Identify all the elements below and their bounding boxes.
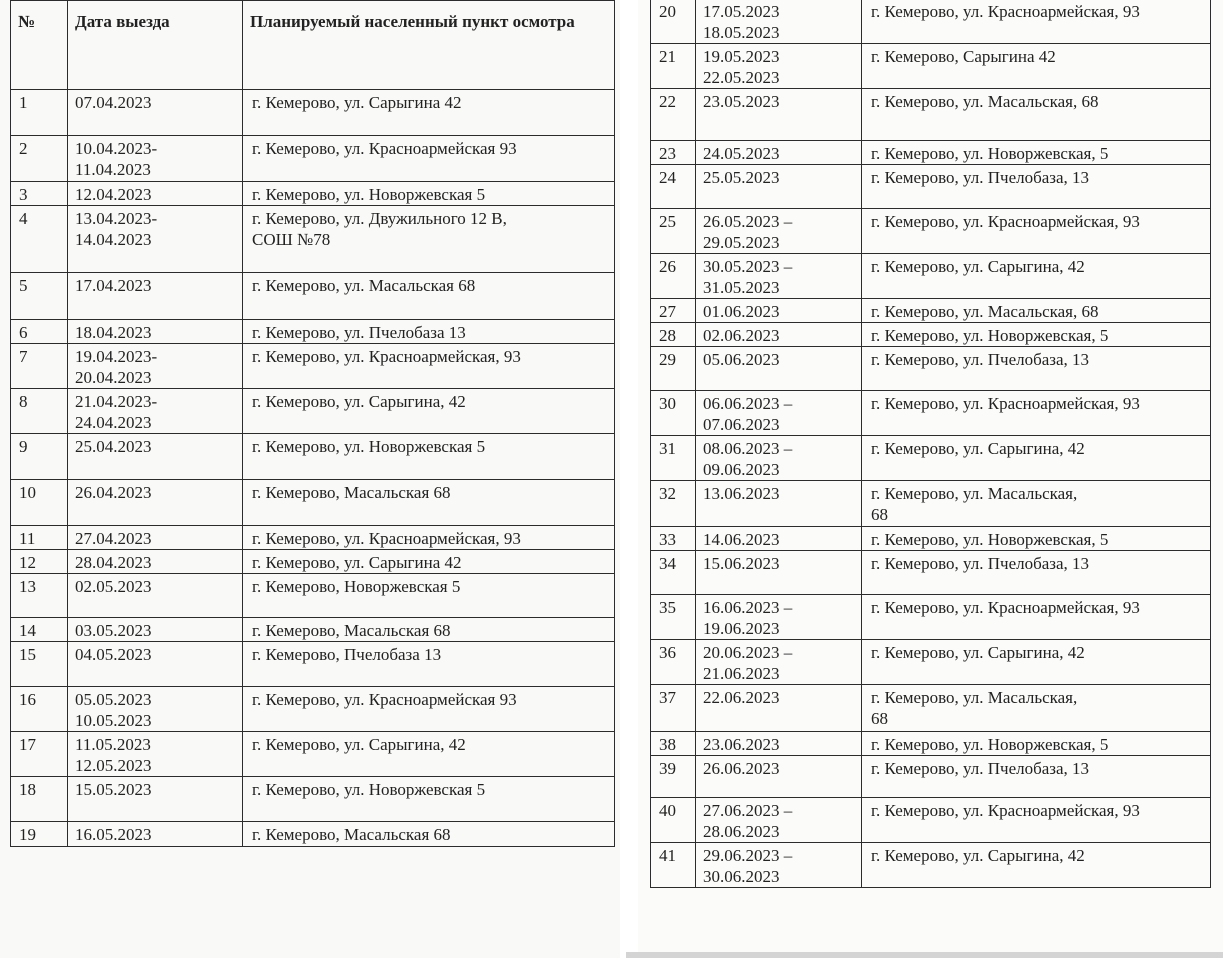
row-place-cell: г. Кемерово, ул. Масальская 68 xyxy=(243,273,615,320)
row-date-cell: 05.06.2023 xyxy=(696,347,862,391)
table-row xyxy=(651,595,1211,640)
table-row xyxy=(651,756,1211,798)
table-row xyxy=(651,436,1211,481)
row-date-cell: 22.06.2023 xyxy=(696,685,862,732)
row-number-cell: 14 xyxy=(11,618,68,642)
row-number-cell: 13 xyxy=(11,574,68,618)
row-date-cell: 04.05.2023 xyxy=(68,642,243,687)
row-place-cell: г. Кемерово, ул. Сарыгина, 42 xyxy=(862,436,1211,481)
table-row xyxy=(11,320,615,344)
row-number-cell: 8 xyxy=(11,389,68,434)
row-place-cell: г. Кемерово, ул. Красноармейская, 93 xyxy=(243,344,615,389)
row-date-cell: 10.04.2023- 11.04.2023 xyxy=(68,136,243,182)
row-date-cell: 24.05.2023 xyxy=(696,141,862,165)
row-place-cell: г. Кемерово, Масальская 68 xyxy=(243,480,615,526)
row-date-cell: 25.04.2023 xyxy=(68,434,243,480)
row-date-cell: 01.06.2023 xyxy=(696,299,862,323)
row-number-cell: 17 xyxy=(11,732,68,777)
row-place-cell: г. Кемерово, ул. Красноармейская, 93 xyxy=(862,595,1211,640)
row-number-cell: 28 xyxy=(651,323,696,347)
row-number-cell: 15 xyxy=(11,642,68,687)
row-number-cell: 26 xyxy=(651,254,696,299)
table-row xyxy=(651,798,1211,843)
row-place-cell: г. Кемерово, ул. Пчелобаза, 13 xyxy=(862,551,1211,595)
row-date-cell: 19.05.2023 22.05.2023 xyxy=(696,44,862,89)
table-row xyxy=(11,136,615,182)
row-place-cell: г. Кемерово, ул. Новоржевская, 5 xyxy=(862,527,1211,551)
row-number-cell: 9 xyxy=(11,434,68,480)
row-date-cell: 16.05.2023 xyxy=(68,822,243,847)
table-row xyxy=(11,642,615,687)
row-number-cell: 39 xyxy=(651,756,696,798)
row-date-cell: 23.05.2023 xyxy=(696,89,862,141)
row-date-cell: 16.06.2023 – 19.06.2023 xyxy=(696,595,862,640)
row-date-cell: 15.06.2023 xyxy=(696,551,862,595)
table-row xyxy=(651,0,1211,44)
row-number-cell: 12 xyxy=(11,550,68,574)
row-place-cell: г. Кемерово, ул. Красноармейская, 93 xyxy=(862,798,1211,843)
table-row xyxy=(651,89,1211,141)
header-date: Дата выезда xyxy=(68,1,243,90)
row-place-cell: г. Кемерово, ул. Пчелобаза, 13 xyxy=(862,756,1211,798)
table-row xyxy=(11,344,615,389)
row-number-cell: 34 xyxy=(651,551,696,595)
table-body-left xyxy=(11,90,615,847)
row-place-cell: г. Кемерово, ул. Новоржевская 5 xyxy=(243,777,615,822)
table-row xyxy=(651,254,1211,299)
row-number-cell: 40 xyxy=(651,798,696,843)
row-number-cell: 37 xyxy=(651,685,696,732)
row-date-cell: 23.06.2023 xyxy=(696,732,862,756)
row-number-cell: 35 xyxy=(651,595,696,640)
row-number-cell: 2 xyxy=(11,136,68,182)
row-date-cell: 30.05.2023 – 31.05.2023 xyxy=(696,254,862,299)
row-place-cell: г. Кемерово, ул. Красноармейская, 93 xyxy=(862,0,1211,44)
row-place-cell: г. Кемерово, ул. Красноармейская 93 xyxy=(243,136,615,182)
row-date-cell: 13.04.2023- 14.04.2023 xyxy=(68,206,243,273)
table-row xyxy=(11,206,615,273)
row-place-cell: г. Кемерово, Масальская 68 xyxy=(243,618,615,642)
row-place-cell: г. Кемерово, ул. Сарыгина, 42 xyxy=(243,732,615,777)
row-place-cell: г. Кемерово, ул. Пчелобаза, 13 xyxy=(862,165,1211,209)
row-date-cell: 07.04.2023 xyxy=(68,90,243,136)
row-place-cell: г. Кемерово, ул. Сарыгина 42 xyxy=(243,90,615,136)
row-place-cell: г. Кемерово, ул. Красноармейская 93 xyxy=(243,687,615,732)
row-place-cell: г. Кемерово, ул. Масальская, 68 xyxy=(862,685,1211,732)
row-date-cell: 27.04.2023 xyxy=(68,526,243,550)
header-place: Планируемый населенный пункт осмотра xyxy=(243,1,615,90)
row-date-cell: 26.05.2023 – 29.05.2023 xyxy=(696,209,862,254)
row-number-cell: 4 xyxy=(11,206,68,273)
row-place-cell: г. Кемерово, ул. Красноармейская, 93 xyxy=(243,526,615,550)
row-number-cell: 29 xyxy=(651,347,696,391)
row-number-cell: 6 xyxy=(11,320,68,344)
table-row xyxy=(11,182,615,206)
table-row xyxy=(11,777,615,822)
row-place-cell: г. Кемерово, Масальская 68 xyxy=(243,822,615,847)
row-number-cell: 21 xyxy=(651,44,696,89)
row-date-cell: 14.06.2023 xyxy=(696,527,862,551)
row-number-cell: 27 xyxy=(651,299,696,323)
schedule-table-left xyxy=(10,0,615,847)
table-row xyxy=(11,90,615,136)
table-row xyxy=(11,822,615,847)
row-number-cell: 24 xyxy=(651,165,696,209)
table-row xyxy=(11,618,615,642)
row-number-cell: 30 xyxy=(651,391,696,436)
row-place-cell: г. Кемерово, ул. Новоржевская 5 xyxy=(243,182,615,206)
table-row xyxy=(651,527,1211,551)
header-number: № xyxy=(11,1,68,90)
row-number-cell: 31 xyxy=(651,436,696,481)
table-row xyxy=(11,526,615,550)
row-number-cell: 3 xyxy=(11,182,68,206)
table-body-right xyxy=(651,0,1211,888)
table-row xyxy=(651,347,1211,391)
table-row xyxy=(651,44,1211,89)
row-date-cell: 15.05.2023 xyxy=(68,777,243,822)
row-place-cell: г. Кемерово, ул. Новоржевская, 5 xyxy=(862,732,1211,756)
row-place-cell: г. Кемерово, Сарыгина 42 xyxy=(862,44,1211,89)
table-row xyxy=(11,273,615,320)
row-date-cell: 19.04.2023- 20.04.2023 xyxy=(68,344,243,389)
row-date-cell: 05.05.2023 10.05.2023 xyxy=(68,687,243,732)
row-date-cell: 18.04.2023 xyxy=(68,320,243,344)
table-row xyxy=(11,389,615,434)
row-number-cell: 16 xyxy=(11,687,68,732)
row-date-cell: 26.06.2023 xyxy=(696,756,862,798)
row-place-cell: г. Кемерово, Новоржевская 5 xyxy=(243,574,615,618)
row-date-cell: 28.04.2023 xyxy=(68,550,243,574)
row-place-cell: г. Кемерово, ул. Пчелобаза 13 xyxy=(243,320,615,344)
row-number-cell: 41 xyxy=(651,843,696,888)
row-place-cell: г. Кемерово, ул. Сарыгина 42 xyxy=(243,550,615,574)
table-row xyxy=(651,732,1211,756)
row-number-cell: 11 xyxy=(11,526,68,550)
row-number-cell: 5 xyxy=(11,273,68,320)
row-number-cell: 23 xyxy=(651,141,696,165)
row-place-cell: г. Кемерово, ул. Новоржевская, 5 xyxy=(862,141,1211,165)
row-place-cell: г. Кемерово, ул. Красноармейская, 93 xyxy=(862,391,1211,436)
table-row xyxy=(651,141,1211,165)
row-date-cell: 12.04.2023 xyxy=(68,182,243,206)
table-row xyxy=(11,732,615,777)
row-place-cell: г. Кемерово, ул. Масальская, 68 xyxy=(862,481,1211,527)
row-date-cell: 26.04.2023 xyxy=(68,480,243,526)
row-number-cell: 22 xyxy=(651,89,696,141)
table-row xyxy=(651,843,1211,888)
row-number-cell: 25 xyxy=(651,209,696,254)
table-row xyxy=(651,299,1211,323)
table-row xyxy=(651,165,1211,209)
row-date-cell: 29.06.2023 – 30.06.2023 xyxy=(696,843,862,888)
row-date-cell: 17.05.2023 18.05.2023 xyxy=(696,0,862,44)
row-number-cell: 33 xyxy=(651,527,696,551)
row-date-cell: 03.05.2023 xyxy=(68,618,243,642)
row-place-cell: г. Кемерово, ул. Сарыгина, 42 xyxy=(243,389,615,434)
schedule-table-right xyxy=(650,0,1211,888)
table-row xyxy=(651,685,1211,732)
row-date-cell: 21.04.2023- 24.04.2023 xyxy=(68,389,243,434)
row-date-cell: 11.05.2023 12.05.2023 xyxy=(68,732,243,777)
row-number-cell: 7 xyxy=(11,344,68,389)
table-row xyxy=(11,434,615,480)
row-date-cell: 08.06.2023 – 09.06.2023 xyxy=(696,436,862,481)
table-header-row xyxy=(11,1,615,90)
table-row xyxy=(11,574,615,618)
table-row xyxy=(11,480,615,526)
table-row xyxy=(651,481,1211,527)
row-number-cell: 32 xyxy=(651,481,696,527)
row-date-cell: 13.06.2023 xyxy=(696,481,862,527)
row-place-cell: г. Кемерово, ул. Новоржевская, 5 xyxy=(862,323,1211,347)
row-place-cell: г. Кемерово, ул. Сарыгина, 42 xyxy=(862,843,1211,888)
row-date-cell: 02.05.2023 xyxy=(68,574,243,618)
table-row xyxy=(651,640,1211,685)
row-place-cell: г. Кемерово, ул. Двужильного 12 В, СОШ №78 xyxy=(243,206,615,273)
row-place-cell: г. Кемерово, ул. Сарыгина, 42 xyxy=(862,254,1211,299)
row-number-cell: 10 xyxy=(11,480,68,526)
row-place-cell: г. Кемерово, ул. Красноармейская, 93 xyxy=(862,209,1211,254)
table-row xyxy=(11,687,615,732)
row-date-cell: 17.04.2023 xyxy=(68,273,243,320)
row-place-cell: г. Кемерово, ул. Сарыгина, 42 xyxy=(862,640,1211,685)
row-date-cell: 02.06.2023 xyxy=(696,323,862,347)
table-row xyxy=(651,551,1211,595)
table-row xyxy=(651,391,1211,436)
row-place-cell: г. Кемерово, Пчелобаза 13 xyxy=(243,642,615,687)
table-row xyxy=(651,323,1211,347)
right-page xyxy=(638,0,1223,958)
row-place-cell: г. Кемерово, ул. Масальская, 68 xyxy=(862,299,1211,323)
row-number-cell: 38 xyxy=(651,732,696,756)
row-place-cell: г. Кемерово, ул. Новоржевская 5 xyxy=(243,434,615,480)
table-row xyxy=(651,209,1211,254)
row-number-cell: 19 xyxy=(11,822,68,847)
row-number-cell: 18 xyxy=(11,777,68,822)
row-date-cell: 20.06.2023 – 21.06.2023 xyxy=(696,640,862,685)
row-place-cell: г. Кемерово, ул. Пчелобаза, 13 xyxy=(862,347,1211,391)
row-date-cell: 25.05.2023 xyxy=(696,165,862,209)
row-date-cell: 06.06.2023 – 07.06.2023 xyxy=(696,391,862,436)
row-date-cell: 27.06.2023 – 28.06.2023 xyxy=(696,798,862,843)
row-number-cell: 20 xyxy=(651,0,696,44)
row-number-cell: 36 xyxy=(651,640,696,685)
row-number-cell: 1 xyxy=(11,90,68,136)
row-place-cell: г. Кемерово, ул. Масальская, 68 xyxy=(862,89,1211,141)
table-row xyxy=(11,550,615,574)
